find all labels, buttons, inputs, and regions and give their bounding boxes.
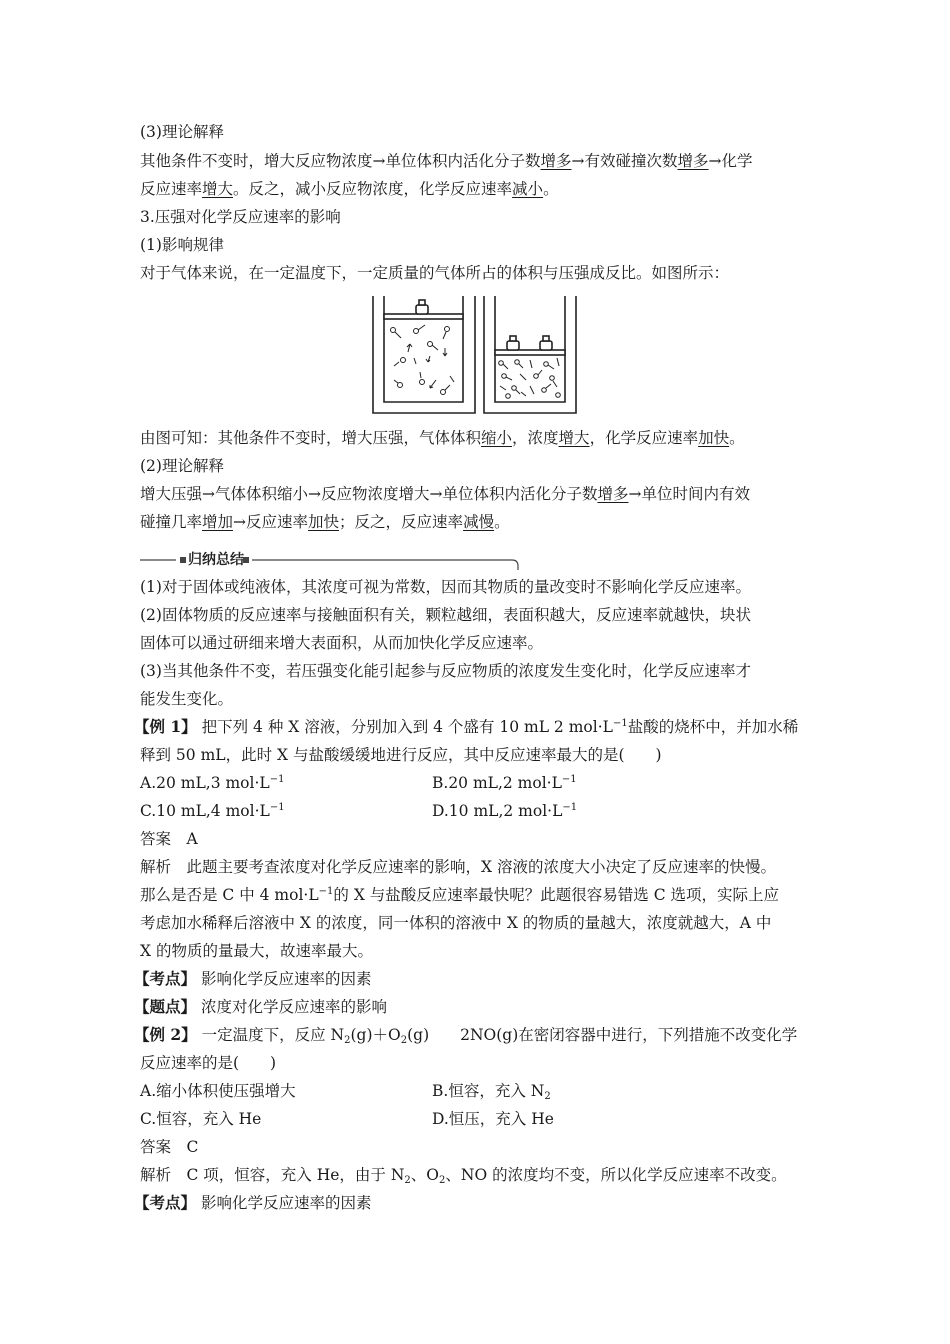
summary-p1: (1)对于固体或纯液体，其浓度可视为常数，因而其物质的量改变时不影响化学反应速率。: [140, 578, 751, 596]
summary-p2b: 固体可以通过研细来增大表面积，从而加快化学反应速率。: [140, 634, 544, 652]
summary-p3a: (3)当其他条件不变，若压强变化能引起参与反应物质的浓度发生变化时，化学反应速率才: [140, 662, 751, 680]
example2-option-b: B.恒容，充入 $N_2$: [432, 1082, 551, 1102]
summary-p2a: (2)固体物质的反应速率与接触面积有关，颗粒越细，表面积越大，反应速率就越快，块状: [140, 606, 751, 624]
rule-heading: (1)影响规律: [140, 236, 224, 254]
example2-option-c: C.恒容，充入 He: [140, 1110, 262, 1128]
theory2-line-2: 碰撞几率增加→反应速率加快；反之，反应速率减慢。: [140, 513, 510, 531]
example1-option-d: D.10 mL,2 $mol\cdot L^{-1}$: [432, 802, 578, 820]
example2-answer: 答案 C: [140, 1138, 199, 1156]
example2-question-line1: 【例 2】 一定温度下，反应 $N_2(g)+O_2(g)$ 2NO(g)在密闭容器中进行，下列措施不改变化学: [134, 1025, 798, 1046]
summary-title: 归纳总结: [188, 552, 244, 568]
example1-explanation-4: X 的物质的量最大，故速率最大。: [140, 942, 373, 960]
example1-question-line2: 释到 50 mL，此时 X 与盐酸缓缓地进行反应，其中反应速率最大的是( ): [140, 746, 662, 764]
example1-kaodian: 【考点】 影响化学反应速率的因素: [134, 969, 372, 988]
pressure-figure: [370, 292, 580, 416]
example1-option-a: A.20 mL,3 $mol\cdot L^{-1}$: [140, 774, 285, 792]
example2-option-d: D.恒压，充入 He: [432, 1110, 554, 1128]
example1-answer: 答案 A: [140, 830, 198, 848]
example1-explanation-3: 考虑加水稀释后溶液中 X 的浓度，同一体积的溶液中 X 的物质的量越大，浓度就越大，A 中: [140, 914, 772, 932]
example1-option-c: C.10 mL,4 $mol\cdot L^{-1}$: [140, 802, 285, 820]
example2-explanation: 解析 C 项，恒容，充入 He，由于 $N_2$、$O_2$、NO 的浓度均不变，所以化学反应速率不改变。: [140, 1166, 787, 1186]
theory2-heading: (2)理论解释: [140, 457, 224, 475]
section-title: 3.压强对化学反应速率的影响: [140, 208, 341, 226]
example2-kaodian: 【考点】 影响化学反应速率的因素: [134, 1193, 372, 1212]
theory-line-1: 其他条件不变时，增大反应物浓度→单位体积内活化分子数增多→有效碰撞次数增多→化学: [140, 152, 753, 170]
example1-explanation-2: 那么是否是 C 中 4 $mol\cdot L^{-1}$的 X 与盐酸反应速率最快呢？此题很容易错选 C 选项，实际上应: [140, 886, 779, 904]
theory-line-2: 反应速率增大。反之，减小反应物浓度，化学反应速率减小。: [140, 180, 559, 198]
theory-heading: (3)理论解释: [140, 123, 224, 141]
example1-explanation-1: 解析 此题主要考查浓度对化学反应速率的影响，X 溶液的浓度大小决定了反应速率的快慢。: [140, 858, 776, 876]
example1-option-b: B.20 mL,2 $mol\cdot L^{-1}$: [432, 774, 577, 792]
example1-tidian: 【题点】 浓度对化学反应速率的影响: [134, 997, 387, 1016]
rule-text: 对于气体来说，在一定温度下，一定质量的气体所占的体积与压强成反比。如图所示：: [140, 264, 730, 282]
figure-conclusion: 由图可知：其他条件不变时，增大压强，气体体积缩小，浓度增大，化学反应速率加快。: [140, 429, 745, 447]
example2-question-line2: 反应速率的是( ): [140, 1054, 277, 1072]
example2-option-a: A.缩小体积使压强增大: [140, 1082, 296, 1100]
example1-question-line1: 【例 1】 把下列 4 种 X 溶液，分别加入到 4 个盛有 10 mL 2 $mol\cdot L^{-1}$盐酸的烧杯中，并加水稀: [134, 717, 799, 736]
summary-p3b: 能发生变化。: [140, 690, 234, 708]
theory2-line-1: 增大压强→气体体积缩小→反应物浓度增大→单位体积内活化分子数增多→单位时间内有效: [140, 485, 750, 503]
